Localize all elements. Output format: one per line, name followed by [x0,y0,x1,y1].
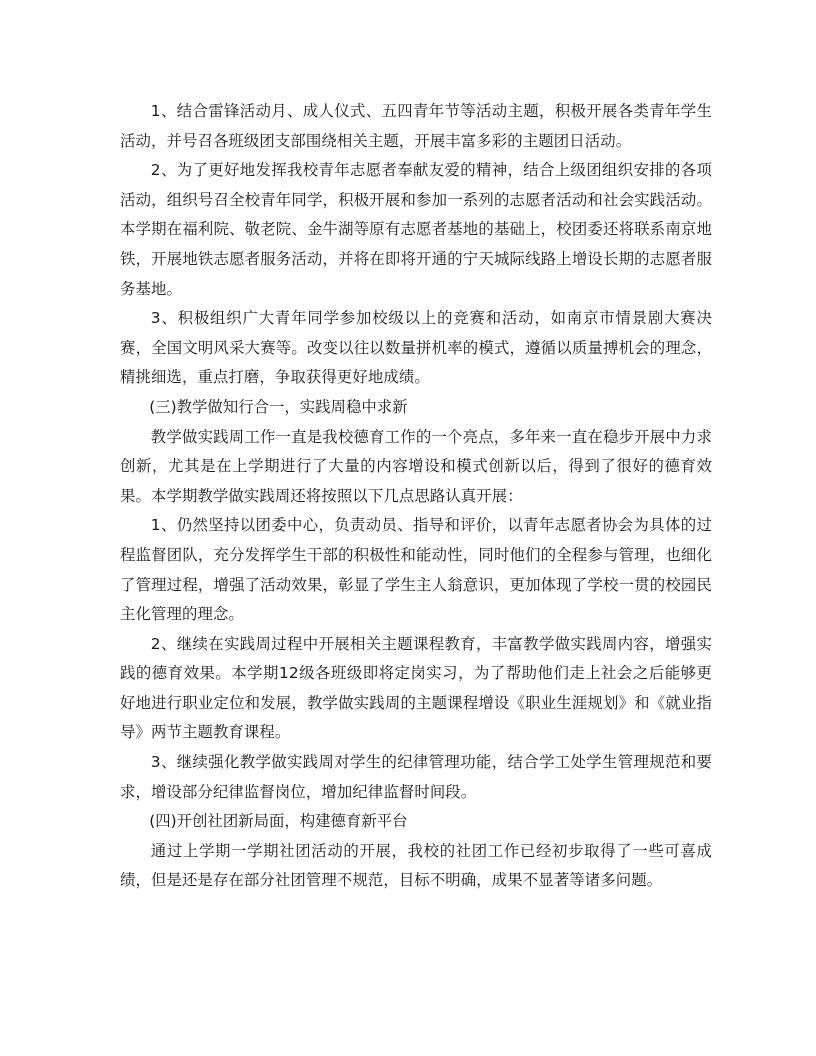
paragraph-4: 教学做实践周工作一直是我校德育工作的一个亮点，多年来一直在稳步开展中力求创新，尤其是在上学期进行了大量的内容增设和模式创新以后，得到了很好的德育效果。本学期教学做实践周还将按照以下几点思路认真开展： [120,427,712,505]
document-page [120,97,712,896]
paragraph-8: 通过上学期一学期社团活动的开展，我校的社团工作已经初步取得了一些可喜成绩，但是还是存在部分社团管理不规范，目标不明确，成果不显著等诸多问题。 [120,841,712,890]
paragraph-3: 3、积极组织广大青年同学参加校级以上的竞赛和活动，如南京市情景剧大赛决赛，全国文明风采大赛等。改变以往以数量拼机率的模式，遵循以质量搏机会的理念，精挑细选，重点打磨，争取获得更好地成绩。 [120,309,712,387]
paragraph-6: 2、继续在实践周过程中开展相关主题课程教育，丰富教学做实践周内容，增强实践的德育效果。本学期12级各班级即将定岗实习，为了帮助他们走上社会之后能够更好地进行职业定位和发展，教学做实践周的主题课程增设《职业生涯规划》和《就业指导》两节主题教育课程。 [120,634,712,742]
paragraph-2: 2、为了更好地发挥我校青年志愿者奉献友爱的精神，结合上级团组织安排的各项活动，组织号召全校青年同学，积极开展和参加一系列的志愿者活动和社会实践活动。本学期在福利院、敬老院、金牛湖等原有志愿者基地的基础上，校团委还将联系南京地铁，开展地铁志愿者服务活动，并将在即将开通的宁天城际线路上增设长期的志愿者服务基地。 [120,161,712,298]
paragraph-7: 3、继续强化教学做实践周对学生的纪律管理功能，结合学工处学生管理规范和要求，增设部分纪律监督岗位，增加纪律监督时间段。 [120,753,712,801]
paragraph-1: 1、结合雷锋活动月、成人仪式、五四青年节等活动主题，积极开展各类青年学生活动，并号召各班级团支部围绕相关主题，开展丰富多彩的主题团日活动。 [120,102,712,150]
section-heading-3: (三)教学做知行合一，实践周稳中求新 [149,397,408,416]
section-heading-4: (四)开创社团新局面，构建德育新平台 [149,812,408,831]
paragraph-5: 1、仍然坚持以团委中心，负责动员、指导和评价，以青年志愿者协会为具体的过程监督团队，充分发挥学生干部的积极性和能动性，同时他们的全程参与管理，也细化了管理过程，增强了活动效果，彰显了学生主人翁意识，更加体现了学校一贯的校园民主化管理的理念。 [120,516,712,624]
